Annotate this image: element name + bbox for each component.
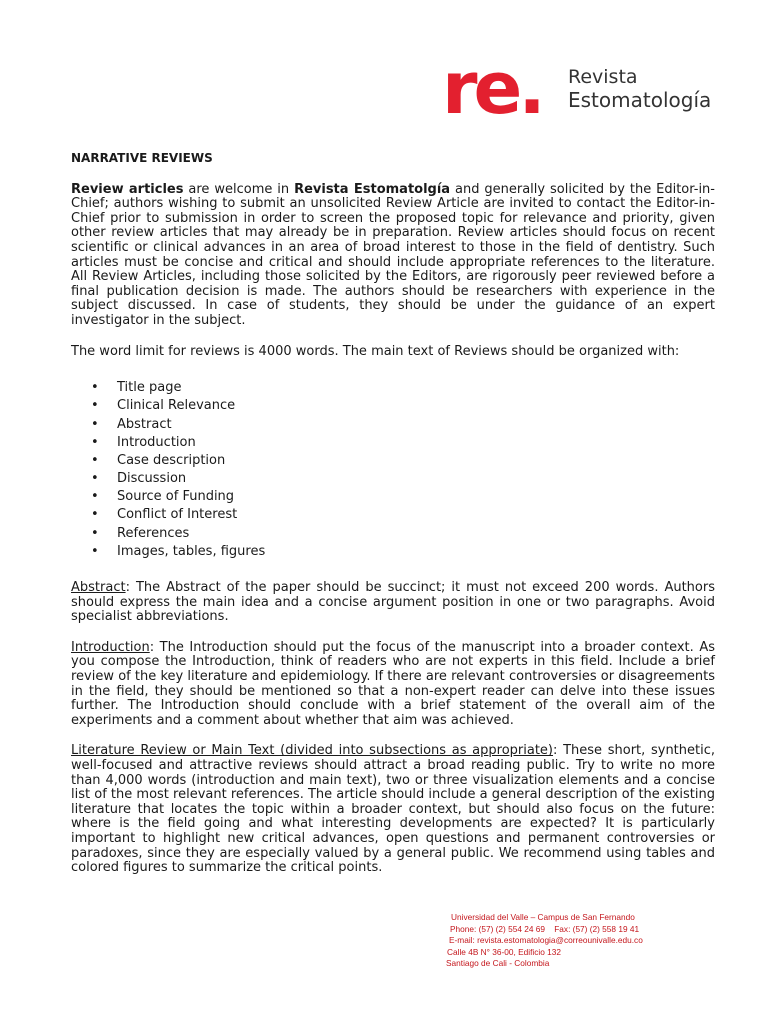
list-item: • Source of Funding — [71, 488, 715, 506]
intro-lead: Review articles — [71, 181, 184, 197]
word-limit-paragraph: The word limit for reviews is 4000 words. The main text of Reviews should be organized with: — [71, 343, 680, 359]
footer-phone: Phone: (57) (2) 554 24 69 Fax: (57) (2) 558 19 41 — [450, 923, 640, 934]
list-item: • Title page — [71, 379, 715, 397]
footer-address: Calle 4B N° 36-00, Edificio 132 — [447, 946, 562, 957]
list-item: • Clinical Relevance — [71, 397, 715, 415]
intro-text-2: and generally solicited by the Editor-in-Chief; authors wishing to submit an unsolicited Review Article are invited to contact the Editor-in-Chief prior to submission in order to screen the proposed topic for relevance and priority, given other review articles that may already be in preparation. Review articles should focus on recent scientific or clinical advances in an area of broad interest to those in the field of dentistry. Such articles must be concise and critical and should include appropriate references to the literature. All Review Articles, including those solicited by the Editors, are rigorously peer reviewed before a final publication decision is made. The authors should be researchers with experience in the subject discussed. In case of students, they should be under the guidance of an expert investigator in the subject. — [71, 181, 715, 328]
list-item: • Discussion — [71, 470, 715, 488]
literature-text: : These short, synthetic, well-focused and attractive reviews should attract a broad reading public. Try to write no more than 4,000 words (introduction and main text), two or three visualization elements and a concise list of the most relevant references. The article should include a general description of the existing literature that locates the topic within a broader context, but should also focus on the future: where is the field going and what interesting developments are expected? It is particularly important to highlight new critical advances, open questions and permanent controversies or paradoxes, since they are especially valued by a general public. We recommend using tables and colored figures to summarize the critical points. — [71, 743, 716, 876]
footer-city: Santiago de Cali - Colombia — [446, 958, 550, 968]
journal-name: Revista Estomatolgía — [294, 181, 451, 197]
logo-line-estomatologia: Estomatología — [568, 88, 712, 112]
document-body — [71, 151, 715, 892]
list-item: • References — [71, 525, 715, 543]
contact-footer — [446, 912, 716, 970]
abstract-label: Abstract — [71, 580, 126, 595]
list-item: • Introduction — [71, 434, 715, 452]
introduction-paragraph — [71, 641, 715, 729]
logo-line-revista: Revista — [568, 66, 638, 88]
journal-logo — [442, 46, 722, 130]
abstract-paragraph — [71, 581, 715, 625]
footer-institution: Universidad del Valle – Campus de San Fernando — [451, 912, 635, 922]
introduction-text: : The Introduction should put the focus of the manuscript into a broader context. As you compose the Introduction, think of readers who are not experts in this field. Include a brief review of the key literature and epidemiology. If there are relevant controversies or disagreements in the field, they should be mentioned so that a non-expert reader can delve into these issues further. The Introduction should conclude with a brief statement of the overall aim of the experiments and a comment about whether that aim was achieved. — [71, 639, 715, 728]
intro-text-1: are welcome in — [183, 181, 295, 197]
intro-paragraph — [71, 183, 715, 329]
introduction-label: Introduction — [71, 639, 150, 655]
abstract-text: : The Abstract of the paper should be succinct; it must not exceed 200 words. Authors should express the main idea and a concise argument position in one or two paragraphs. Avoid specialist abbreviations. — [71, 580, 715, 625]
literature-paragraph — [71, 744, 715, 875]
logo-mark: re. — [442, 46, 542, 130]
literature-label: Literature Review or Main Text (divided into subsections as appropriate) — [71, 743, 554, 759]
list-item: • Conflict of Interest — [71, 506, 715, 524]
page-title: NARRATIVE REVIEWS — [71, 151, 213, 165]
list-item: • Case description — [71, 452, 715, 470]
list-item: • Abstract — [71, 416, 715, 434]
section-list — [71, 379, 715, 561]
list-item: • Images, tables, figures — [71, 543, 715, 561]
footer-email: E-mail: revista.estomatologia@correounivalle.edu.co — [449, 935, 643, 945]
